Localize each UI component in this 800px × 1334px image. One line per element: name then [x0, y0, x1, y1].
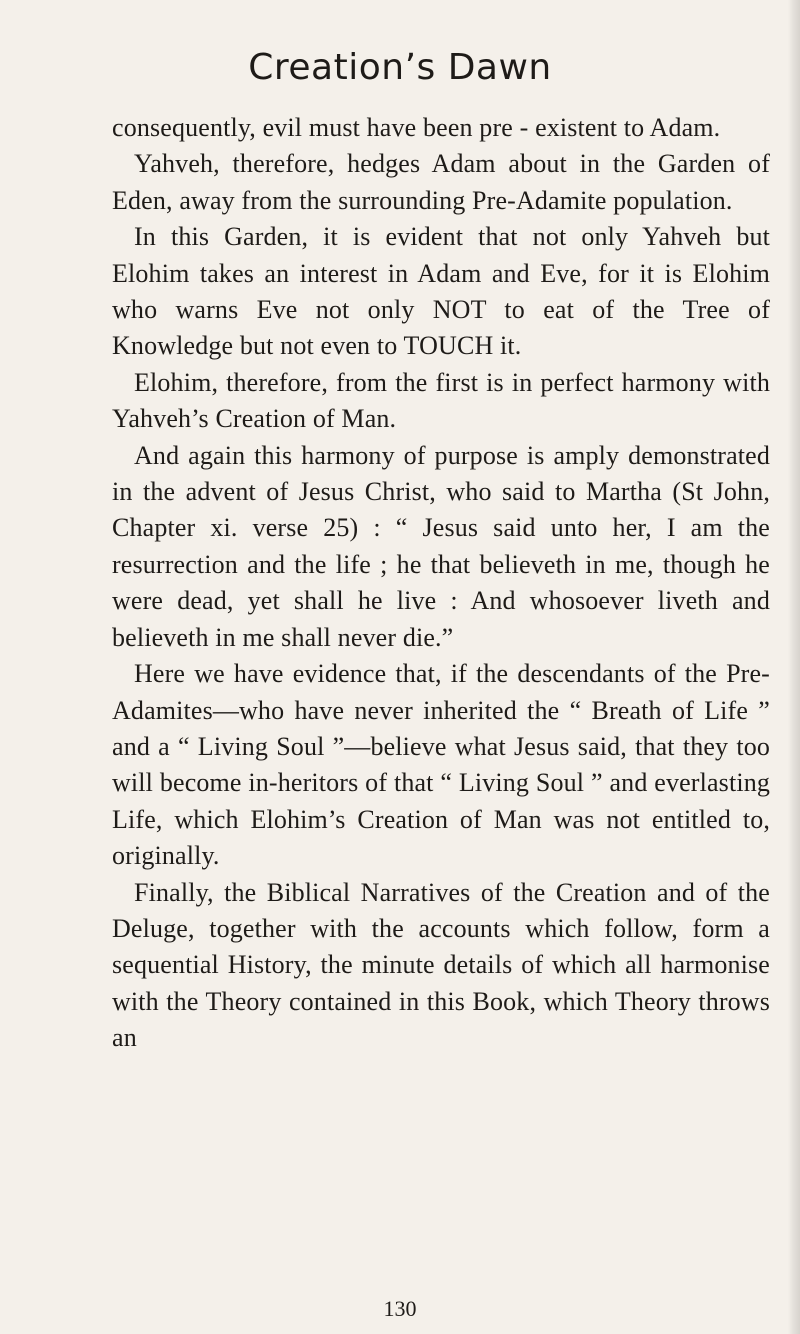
body-text	[112, 110, 770, 1057]
paragraph: Finally, the Biblical Narratives of the Creation and of the Deluge, together with the accounts which follow, form a sequential History, the minute details of which all harmonise with the Theory contained in this Book, which Theory throws an	[112, 877, 770, 1053]
page-number: 130	[383, 1296, 417, 1321]
running-head: Creation’s Dawn	[248, 47, 552, 88]
paragraph: And again this harmony of purpose is amply demonstrated in the advent of Jesus Christ, who said to Martha (St John, Chapter xi. verse 25) : “ Jesus said unto her, I am the resurrection and the life ; he that believeth in me, though he were dead, yet shall he live : And whosoever liveth and believeth in me shall never die.”	[112, 440, 770, 652]
paragraph: In this Garden, it is evident that not only Yahveh but Elohim takes an interest in Adam and Eve, for it is Elohim who warns Eve not only NOT to eat of the Tree of Knowledge but not even to TOUCH it.	[112, 222, 770, 361]
paragraph: consequently, evil must have been pre - existent to Adam.	[112, 113, 721, 142]
paragraph: Yahveh, therefore, hedges Adam about in the Garden of Eden, away from the surrounding Pre-Adamite population.	[112, 149, 770, 215]
page-edge-shadow	[788, 0, 800, 1334]
paragraph: Here we have evidence that, if the descendants of the Pre-Adamites—who have never inherited the “ Breath of Life ” and a “ Living Soul ”—believe what Jesus said, that they too will become in-heritors of that “ Living Soul ” and everlasting Life, which Elohim’s Creation of Man was not entitled to, originally.	[112, 659, 770, 871]
paragraph: Elohim, therefore, from the first is in perfect harmony with Yahveh’s Creation of Man.	[112, 367, 770, 434]
